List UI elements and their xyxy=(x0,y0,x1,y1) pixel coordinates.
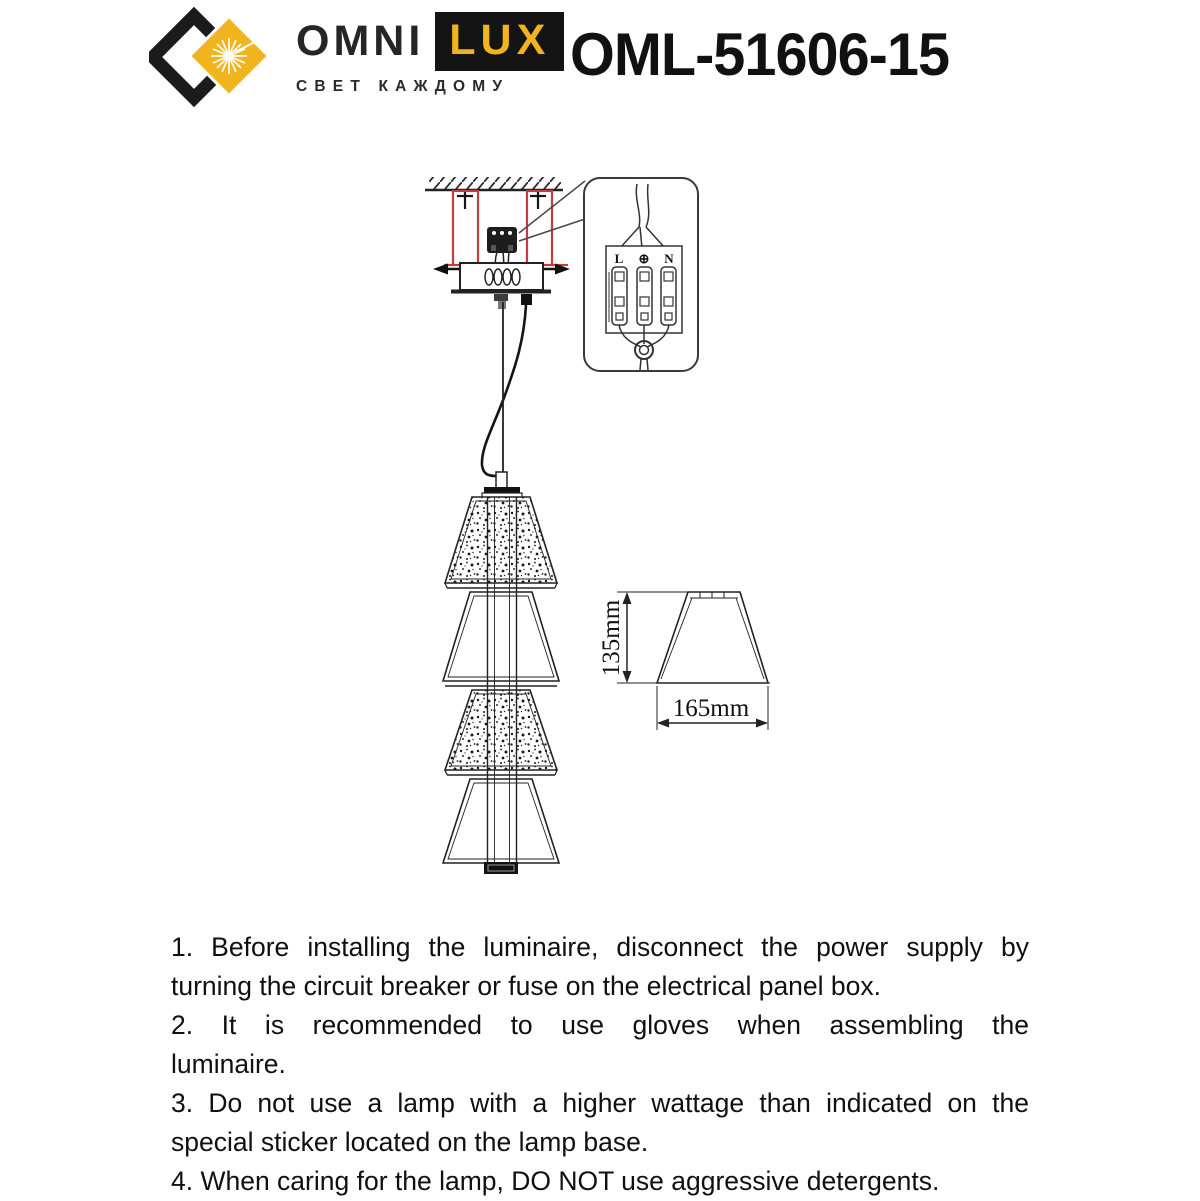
instruction-line: turning the circuit breaker or fuse on the electrical panel box. xyxy=(171,971,882,1001)
instruction-line: 4. When caring for the lamp, DO NOT use aggressive detergents. xyxy=(171,1166,940,1196)
terminal-label-live: L xyxy=(614,251,624,266)
instruction-line: luminaire. xyxy=(171,1049,286,1079)
wiring-callout xyxy=(584,178,698,371)
model-number: OML-51606-15 xyxy=(570,21,950,88)
dimension-drawing xyxy=(598,592,770,730)
instruction-list xyxy=(171,928,1029,1201)
pendant-lamp xyxy=(443,472,559,874)
mounting-screws xyxy=(457,190,546,209)
brand-word-omni: OMNI xyxy=(296,17,425,65)
power-cord xyxy=(482,305,526,476)
instruction-line: 1. Before installing the luminaire, disconnect the power supply by xyxy=(171,932,1029,962)
shade-cone-speckled-1 xyxy=(445,497,557,588)
ceiling xyxy=(425,177,563,190)
shade-cone-outline-1 xyxy=(443,592,559,686)
suspension xyxy=(482,294,532,476)
instruction-line: 3. Do not use a lamp with a higher wattage than indicated on the xyxy=(171,1088,1029,1118)
cord-connector xyxy=(521,294,532,305)
height-dimension-label: 135mm xyxy=(598,599,625,677)
terminal-label-ground: ⊕ xyxy=(638,251,650,266)
instruction-line: 2. It is recommended to use gloves when assembling the xyxy=(171,1010,1029,1040)
terminal-block xyxy=(487,227,517,263)
width-dimension-label: 165mm xyxy=(672,695,750,722)
ceiling-canopy xyxy=(451,263,551,309)
shade-cone-outline-2 xyxy=(443,779,559,863)
instruction-line: special sticker located on the lamp base. xyxy=(171,1127,649,1157)
brand-word-lux: LUX xyxy=(449,16,551,64)
bottom-cap xyxy=(484,862,518,874)
terminal-label-neutral: N xyxy=(664,251,674,266)
shade-cone-speckled-2 xyxy=(445,690,557,775)
brand-tagline: СВЕТ КАЖДОМУ xyxy=(296,78,510,95)
dimension-width xyxy=(657,686,768,730)
